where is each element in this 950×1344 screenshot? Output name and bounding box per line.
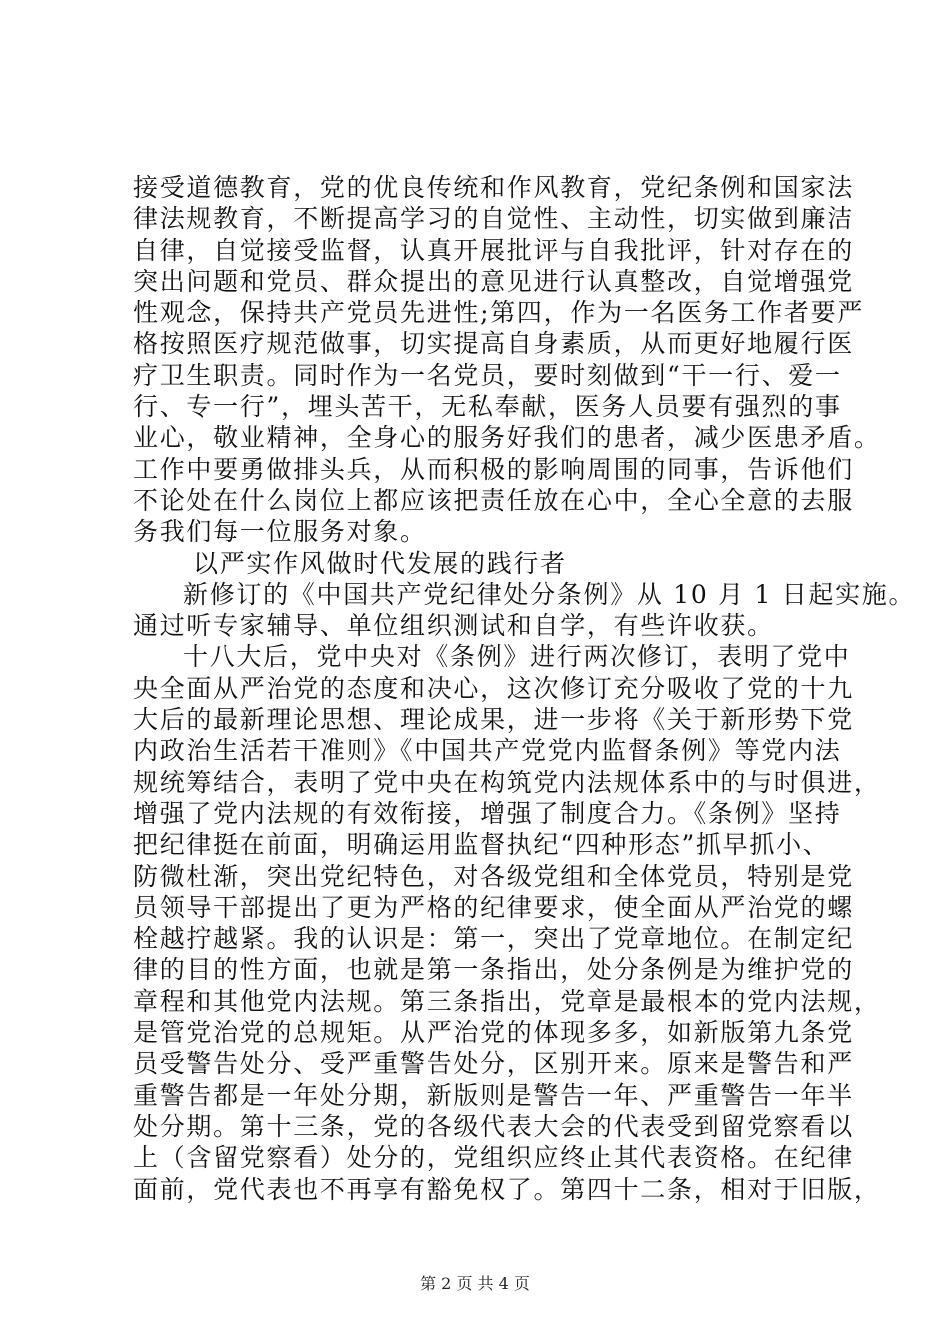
text-line: 规统筹结合，表明了党中央在构筑党内法规体系中的与时俱进， (133, 767, 881, 797)
text-line: 员受警告处分、受严重警告处分，区别开来。原来是警告和严 (133, 1049, 854, 1079)
text-line: 增强了党内法规的有效衔接，增强了制度合力。《条例》坚持 (133, 798, 842, 828)
text-line: 面前，党代表也不再享有豁免权了。第四十二条，相对于旧版， (133, 1174, 881, 1204)
document-body (133, 172, 916, 1205)
text-line: 内政治生活若干准则》《中国共产党党内监督条例》等党内法 (133, 736, 842, 766)
text-line: 务我们每一位服务对象。 (133, 517, 427, 547)
text-line: 工作中要勇做排头兵，从而积极的影响周围的同事，告诉他们 (133, 454, 854, 484)
text-line: 新修订的《中国共产党纪律处分条例》从 10 月 1 日起实施。 (183, 579, 916, 609)
text-line: 重警告都是一年处分期，新版则是警告一年、严重警告一年半 (133, 1080, 854, 1110)
text-line: 员领导干部提出了更为严格的纪律要求，使全面从严治党的螺 (133, 892, 854, 922)
text-line: 是管党治党的总规矩。从严治党的体现多多，如新版第九条党 (133, 1018, 854, 1048)
text-line: 章程和其他党内法规。第三条指出，党章是最根本的党内法规， (133, 986, 881, 1016)
text-line: 不论处在什么岗位上都应该把责任放在心中，全心全意的去服 (133, 485, 854, 515)
text-line: 把纪律挺在前面，明确运用监督执纪“四种形态”抓早抓小、 (133, 830, 830, 860)
text-line: 业心，敬业精神，全身心的服务好我们的患者，减少医患矛盾。 (133, 423, 881, 453)
text-line: 十八大后，党中央对《条例》进行两次修订，表明了党中 (183, 642, 851, 672)
text-line: 通过听专家辅导、单位组织测试和自学，有些许收获。 (133, 611, 774, 641)
page-number-footer: 第 2 页 共 4 页 (420, 1274, 530, 1293)
text-line: 自律，自觉接受监督，认真开展批评与自我批评，针对存在的 (133, 235, 854, 265)
section-title: 以严实作风做时代发展的践行者 (193, 548, 567, 578)
text-line: 格按照医疗规范做事，切实提高自身素质，从而更好地履行医 (133, 329, 854, 359)
text-line: 防微杜渐，突出党纪特色，对各级党组和全体党员，特别是党 (133, 861, 854, 891)
text-line: 央全面从严治党的态度和决心，这次修订充分吸收了党的十九 (133, 673, 854, 703)
text-line: 大后的最新理论思想、理论成果，进一步将《关于新形势下党 (133, 705, 854, 735)
text-line: 突出问题和党员、群众提出的意见进行认真整改，自觉增强党 (133, 266, 854, 296)
text-line: 疗卫生职责。同时作为一名党员，要时刻做到“干一行、爱一 (133, 360, 842, 390)
text-line: 接受道德教育，党的优良传统和作风教育，党纪条例和国家法 (133, 173, 854, 202)
text-line: 律法规教育，不断提高学习的自觉性、主动性，切实做到廉洁 (133, 204, 854, 234)
text-line: 行、专一行”，埋头苦干，无私奉献，医务人员要有强烈的事 (133, 392, 842, 422)
text-line: 处分期。第十三条，党的各级代表大会的代表受到留党察看以 (133, 1111, 854, 1141)
text-line: 性观念，保持共产党员先进性;第四，作为一名医务工作者要严 (133, 298, 865, 328)
text-line: 上（含留党察看）处分的，党组织应终止其代表资格。在纪律 (133, 1143, 854, 1173)
text-line: 律的目的性方面，也就是第一条指出，处分条例是为维护党的 (133, 955, 854, 985)
text-line: 栓越拧越紧。我的认识是：第一，突出了党章地位。在制定纪 (133, 924, 854, 954)
